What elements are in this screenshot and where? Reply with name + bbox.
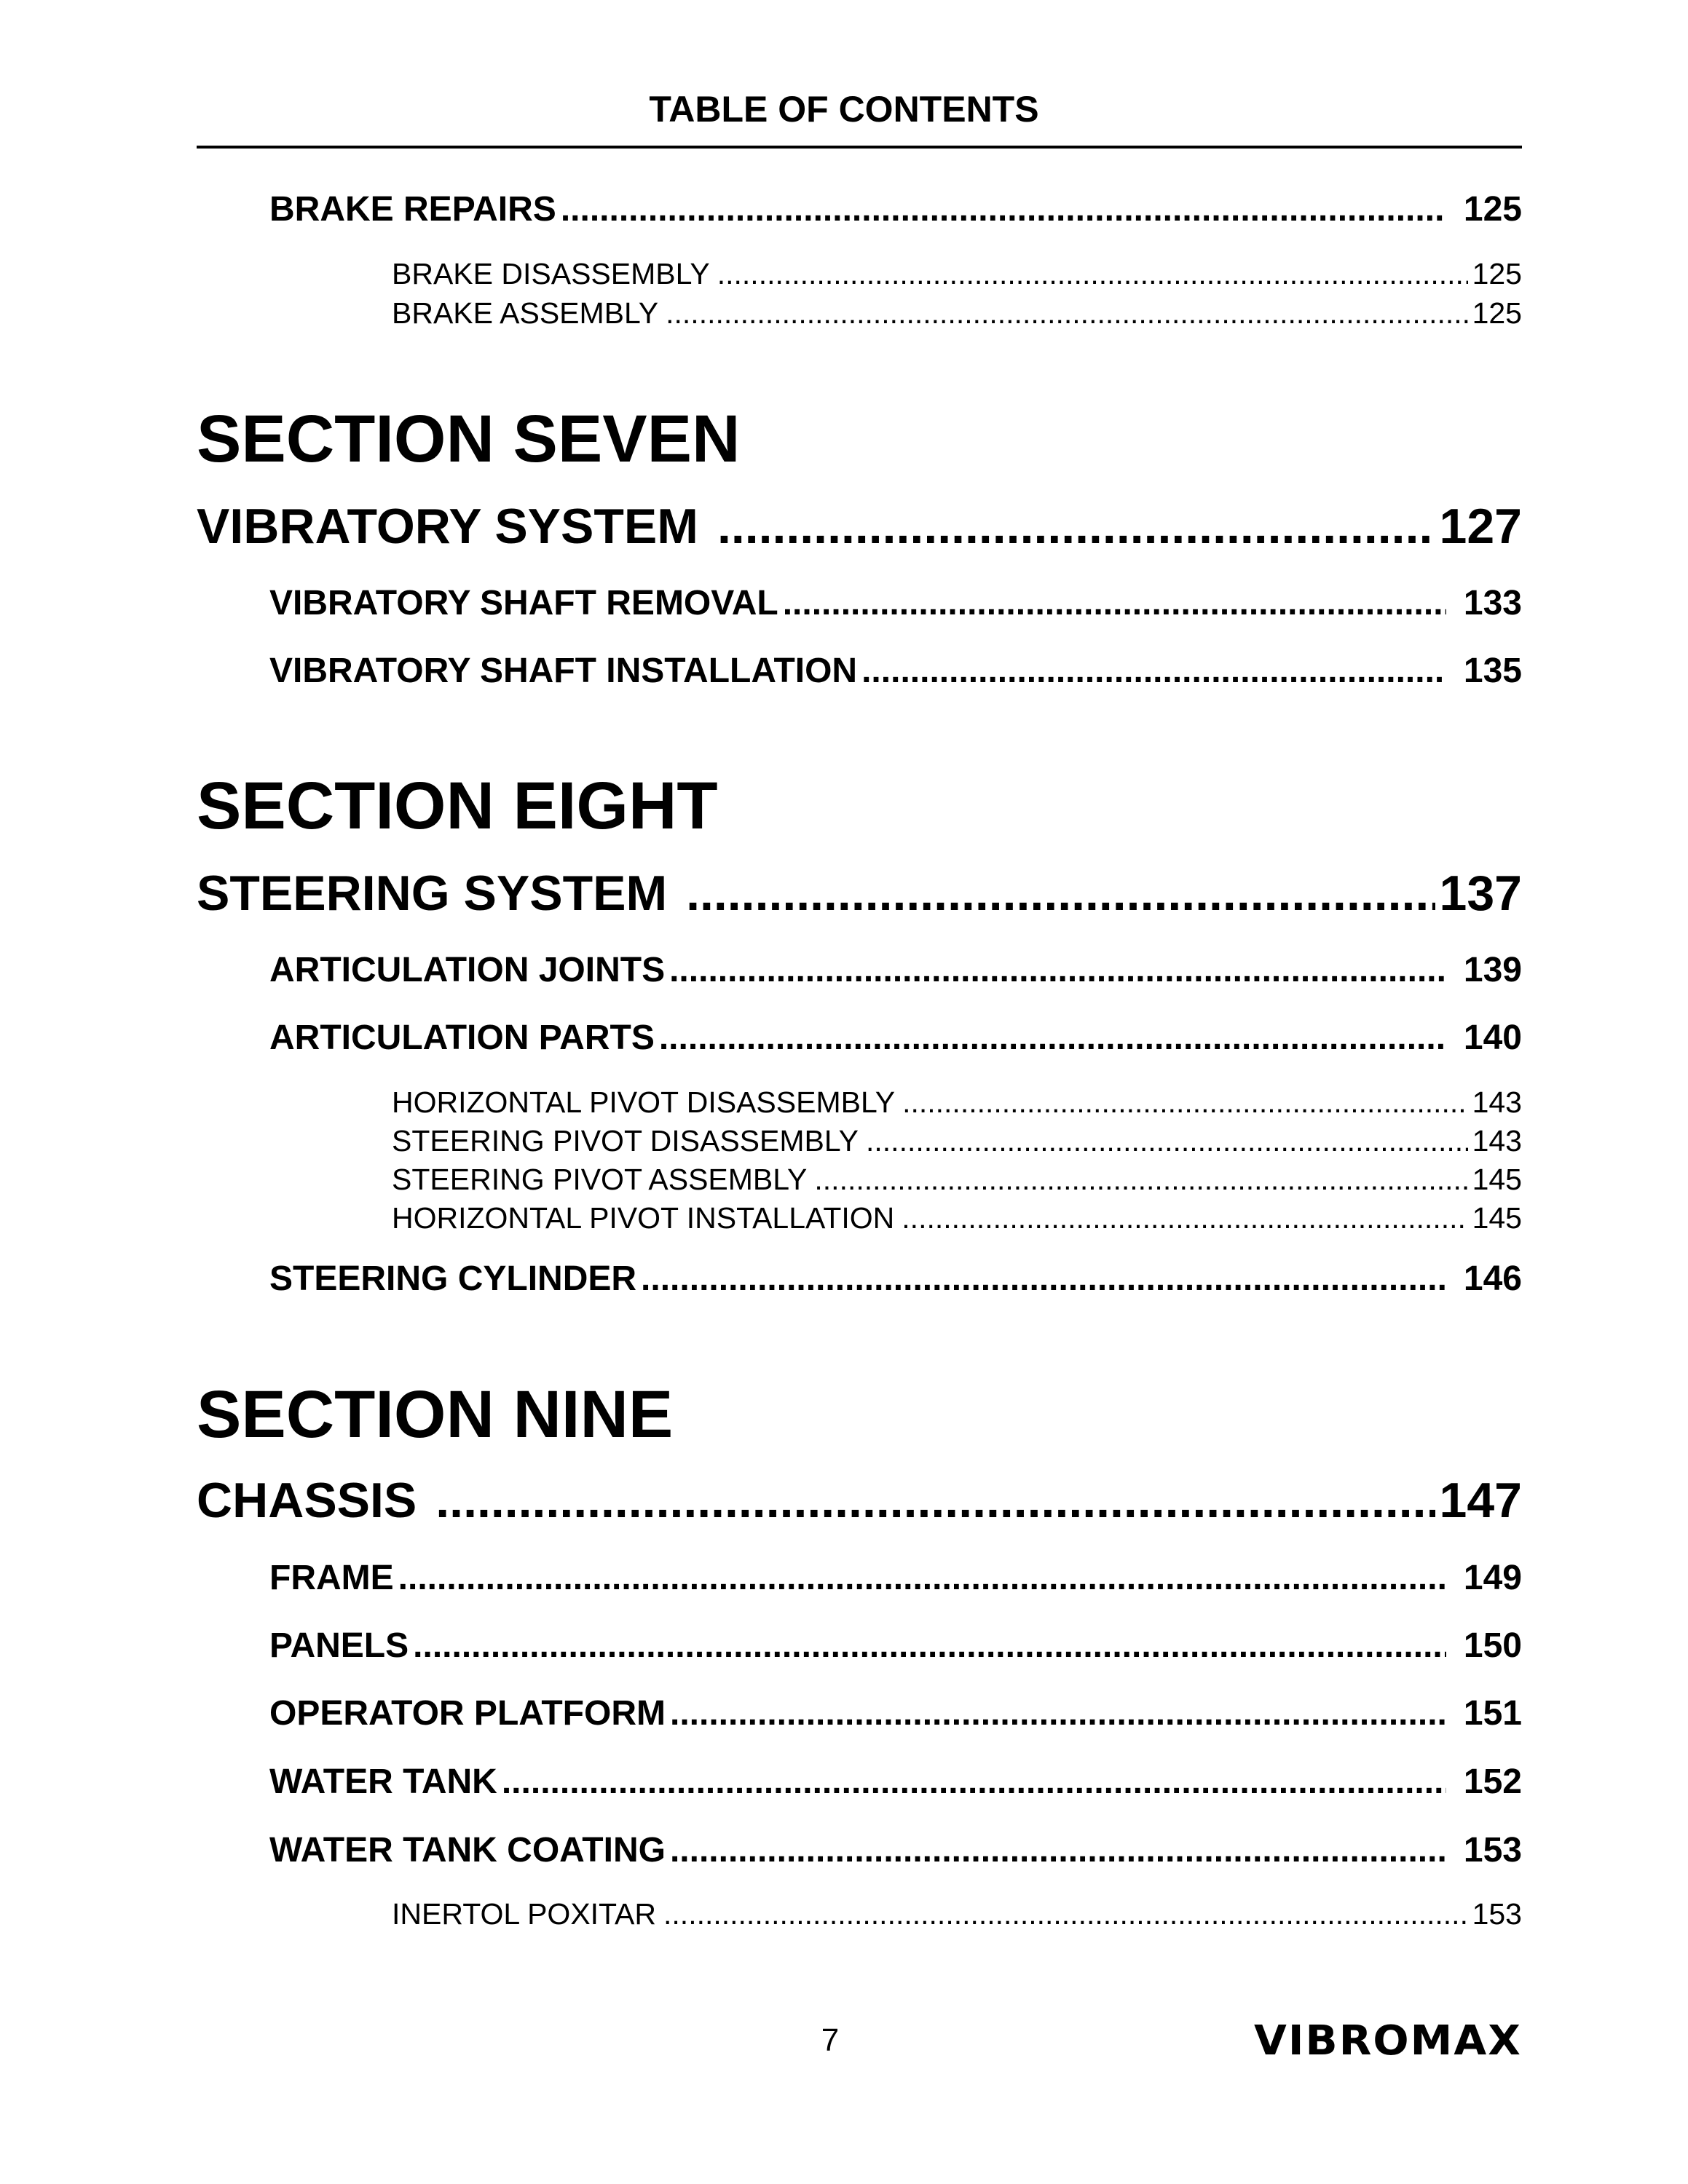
toc-entry-page: 135: [1463, 652, 1522, 690]
toc-entry-title: ARTICULATION JOINTS: [269, 951, 666, 989]
dot-leader: [666, 294, 1467, 332]
toc-entry-page: 139: [1463, 951, 1522, 989]
toc-entry-title: BRAKE DISASSEMBLY: [392, 257, 710, 290]
toc-entry-title: BRAKE ASSEMBLY: [392, 296, 659, 330]
toc-entry-page: 140: [1463, 1018, 1522, 1057]
toc-entry-title: STEERING PIVOT ASSEMBLY: [392, 1163, 808, 1196]
toc-entry-page: 145: [1472, 1201, 1522, 1235]
toc-entry-page: 133: [1463, 584, 1522, 622]
vibromax-logo: [1254, 2015, 1522, 2066]
toc-entry-page: 125: [1472, 257, 1522, 290]
toc-entry-title: HORIZONTAL PIVOT DISASSEMBLY: [392, 1085, 896, 1119]
page-number: 7: [821, 2022, 840, 2058]
dot-leader: [902, 1083, 1468, 1121]
toc-entry-articulation-joints[interactable]: [269, 949, 1522, 992]
toc-entry-chassis[interactable]: [197, 1471, 1522, 1530]
dot-leader: [670, 1829, 1446, 1872]
toc-entry-title: HORIZONTAL PIVOT INSTALLATION: [392, 1201, 895, 1235]
toc-entry-title: INERTOL POXITAR: [392, 1897, 657, 1931]
toc-entry-brake-repairs[interactable]: [269, 188, 1522, 232]
dot-leader: [717, 255, 1468, 293]
dot-leader: [686, 864, 1435, 922]
toc-entry-title: STEERING SYSTEM: [197, 866, 668, 921]
dot-leader: [561, 188, 1446, 232]
toc-entry-vibratory-shaft-removal[interactable]: [269, 582, 1522, 625]
toc-entry-title: WATER TANK: [269, 1762, 497, 1801]
toc-entry-title: VIBRATORY SYSTEM: [197, 499, 698, 554]
toc-entry-vibratory-shaft-installation[interactable]: [269, 649, 1522, 693]
toc-entry-title: STEERING PIVOT DISASSEMBLY: [392, 1124, 859, 1158]
toc-entry-page: 147: [1439, 1473, 1522, 1528]
dot-leader: [641, 1257, 1446, 1301]
toc-entry-title: STEERING CYLINDER: [269, 1259, 637, 1298]
toc-entry-brake-disassembly[interactable]: [392, 255, 1522, 293]
toc-entry-page: 127: [1439, 499, 1522, 554]
toc-entry-inertol-poxitar[interactable]: [392, 1895, 1522, 1933]
toc-entry-page: 149: [1463, 1559, 1522, 1597]
toc-entry-page: 153: [1472, 1897, 1522, 1931]
dot-leader: [398, 1556, 1446, 1600]
toc-entry-page: 151: [1463, 1694, 1522, 1733]
toc-entry-operator-platform[interactable]: [269, 1692, 1522, 1736]
dot-leader: [435, 1471, 1435, 1530]
dot-leader: [902, 1199, 1467, 1237]
toc-entry-horizontal-pivot-installation[interactable]: [392, 1199, 1522, 1237]
toc-entry-title: VIBRATORY SHAFT REMOVAL: [269, 584, 778, 622]
toc-entry-title: FRAME: [269, 1559, 394, 1597]
logo-text: VIBROMAX: [1254, 2017, 1522, 2065]
toc-entry-brake-assembly[interactable]: [392, 294, 1522, 332]
toc-entry-articulation-parts[interactable]: [269, 1016, 1522, 1060]
dot-leader: [670, 1692, 1446, 1736]
section-heading-eight: SECTION EIGHT: [197, 769, 718, 843]
dot-leader: [783, 582, 1446, 625]
toc-entry-page: 146: [1463, 1259, 1522, 1298]
page-title: TABLE OF CONTENTS: [649, 89, 1039, 130]
toc-entry-frame[interactable]: [269, 1556, 1522, 1600]
dot-leader: [669, 949, 1446, 992]
toc-entry-title: ARTICULATION PARTS: [269, 1018, 655, 1057]
toc-entry-page: 125: [1472, 296, 1522, 330]
section-heading-nine: SECTION NINE: [197, 1377, 674, 1452]
toc-entry-page: 143: [1472, 1124, 1522, 1158]
dot-leader: [663, 1895, 1468, 1933]
toc-entry-vibratory-system[interactable]: [197, 497, 1522, 555]
toc-entry-page: 150: [1463, 1626, 1522, 1665]
toc-entry-steering-system[interactable]: [197, 864, 1522, 922]
dot-leader: [413, 1624, 1446, 1668]
toc-entry-steering-cylinder[interactable]: [269, 1257, 1522, 1301]
toc-entry-page: 153: [1463, 1831, 1522, 1870]
toc-entry-title: CHASSIS: [197, 1473, 417, 1528]
toc-entry-title: VIBRATORY SHAFT INSTALLATION: [269, 652, 858, 690]
toc-entry-panels[interactable]: [269, 1624, 1522, 1668]
dot-leader: [717, 497, 1435, 555]
dot-leader: [866, 1122, 1468, 1160]
toc-entry-page: 137: [1439, 866, 1522, 921]
toc-entry-steering-pivot-disassembly[interactable]: [392, 1122, 1522, 1160]
header-rule: [197, 146, 1522, 149]
toc-entry-title: PANELS: [269, 1626, 409, 1665]
toc-entry-steering-pivot-assembly[interactable]: [392, 1160, 1522, 1198]
section-heading-seven: SECTION SEVEN: [197, 402, 741, 476]
dot-leader: [861, 649, 1446, 693]
toc-entry-page: 152: [1463, 1762, 1522, 1801]
toc-entry-horizontal-pivot-disassembly[interactable]: [392, 1083, 1522, 1121]
toc-entry-title: WATER TANK COATING: [269, 1831, 666, 1870]
toc-entry-page: 145: [1472, 1163, 1522, 1196]
toc-entry-water-tank-coating[interactable]: [269, 1829, 1522, 1872]
toc-entry-title: BRAKE REPAIRS: [269, 190, 556, 229]
dot-leader: [502, 1760, 1446, 1804]
toc-entry-title: OPERATOR PLATFORM: [269, 1694, 666, 1733]
toc-entry-page: 125: [1463, 190, 1522, 229]
toc-entry-water-tank[interactable]: [269, 1760, 1522, 1804]
dot-leader: [659, 1016, 1446, 1060]
toc-entry-page: 143: [1472, 1085, 1522, 1119]
dot-leader: [814, 1160, 1467, 1198]
